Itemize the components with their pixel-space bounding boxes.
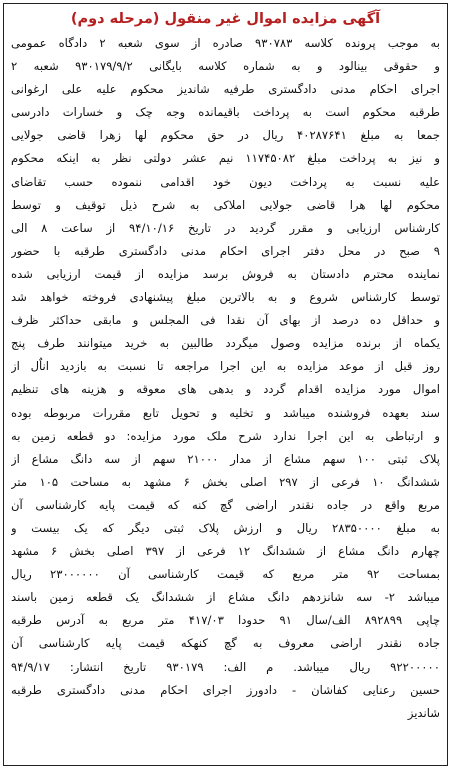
notice-line: علیه نسبت به پرداخت دیون خود اقدامی ننموده حسب تقاضای	[11, 174, 440, 189]
notice-line: و حداقل ده درصد از بهای آن نقدا فی المجلس و مابقی حداکثر ظرف	[11, 313, 440, 328]
notice-line: طرقبه محکوم است به پرداخت باقیمانده وجه چک و خسارات دادرسی	[11, 105, 440, 120]
notice-signature-end: شاندیز	[407, 705, 440, 720]
notice-line: بمساحت ۹۲ متر مربع که قیمت کارشناسی آن ۲۳۰۰۰۰۰۰ ریال	[11, 567, 440, 582]
notice-line: نماینده محترم دادستان به فروش برسد مزایده از قیمت ارزیابی شده	[11, 266, 440, 281]
notice-line: و حقوقی بینالود و به شماره کلاسه بایگانی ۹۳۰۱۷۹/۹/۲ شعبه ۲	[11, 59, 440, 74]
notice-line: مربع واقع در جاده نقندر اراضی گچ کنه که قیمت پایه کارشناسی آن	[11, 497, 440, 512]
notice-line: چهارم دانگ مشاع از ششدانگ ۱۲ فرعی از ۳۹۷ اصلی بخش ۶ مشهد	[11, 544, 440, 559]
notice-line: روز قبل از موعد مزایده به این اجرا مراجعه تا نسبت به بازدید اناٌل از	[11, 359, 440, 374]
notice-line: چاپی ۸۹۲۸۹۹ الف/سال ۹۱ حدودا ۴۱۷/۰۳ متر مربع به آدرس طرقبه	[11, 613, 440, 628]
notice-line: و ارتباطی به این اجرا ندارد شرح ملک مورد مزایده: دو قطعه زمین به	[11, 428, 440, 443]
notice-signature: حسین رعنایی کفاشان - دادورز اجرای احکام مدنی دادگستری طرقبه	[11, 682, 440, 697]
notice-line: یکماه از برنده مزایده وصول میگردد طالبین به خرید میتوانند طرف پنج	[11, 336, 440, 351]
notice-line: به موجب پرونده کلاسه ۹۳۰۷۸۳ صادره از سوی شعبه ۲ دادگاه عمومی	[11, 36, 440, 50]
notice-line: و نیز به پرداخت مبلغ ۱۱۷۴۵۰۸۲ نیم عشر دولتی نظر به اینکه محکوم	[11, 151, 440, 166]
notice-line: اموال مورد مزایده اقدام گردد و بدهی های معوقه و هزینه های تنظیم	[11, 382, 440, 397]
notice-line: توسط کارشناس شروع و به بالاترین مبلغ پیشنهادی فروخته خواهد شد	[11, 290, 440, 305]
notice-line: به مبلغ ۲۸۳۵۰۰۰۰ ریال و ارزش پلاک ثبتی دیگر که یک بیست و	[11, 520, 440, 535]
notice-line: اجرای احکام مدنی دادگستری طرفیه شاندیز محکوم علیه علی ارغوانی	[11, 82, 440, 97]
notice-title: آگهی مزایده اموال غیر منقول (مرحله دوم)	[70, 11, 381, 27]
notice-line: ۹۲۲۰۰۰۰۰ ریال میباشد. م الف: ۹۳۰۱۷۹ تاریخ انتشار: ۹۴/۹/۱۷	[11, 659, 440, 674]
notice-line: پلاک ثبتی ۱۰۰ سهم مشاع از مدار ۲۱۰۰۰ سهم از سه دانگ مشاع از	[11, 451, 440, 466]
notice-line: ۹ صبح در محل دفتر اجرای احکام مدنی دادگستری طرقبه با حضور	[11, 243, 440, 258]
notice-body	[11, 32, 440, 725]
notice-line: میباشد ۲- سه شانزدهم دانگ مشاع از ششدانگ یک قطعه زمین باسند	[11, 590, 440, 605]
notice-line: جمعا به مبلغ ۴۰۲۸۷۶۴۱ ریال در حق محکوم لها زهرا قاضی جولایی	[11, 128, 440, 143]
notice-line: جاده نقندر اراضی معروف به گچ کنهکه قیمت پایه کارشناسی آن	[11, 636, 440, 651]
notice-line: سند بعهده فروشنده میباشد و تخلیه و تحویل تابع مقررات مربوطه بوده	[11, 405, 440, 420]
notice-line: ششدانگ ۱۰ فرعی از ۲۹۷ اصلی بخش ۶ مشهد به مساحت ۱۰۵ متر	[11, 474, 440, 489]
notice-line: محکوم لها هرا قاضی جولایی املاکی به شرح ذیل توقیف و توسط	[11, 197, 440, 212]
auction-notice	[3, 3, 448, 766]
notice-line: کارشناس ارزیابی و مقرر گردید در تاریخ ۹۴/۱۰/۱۶ از ساعت ۸ الی	[11, 220, 440, 235]
